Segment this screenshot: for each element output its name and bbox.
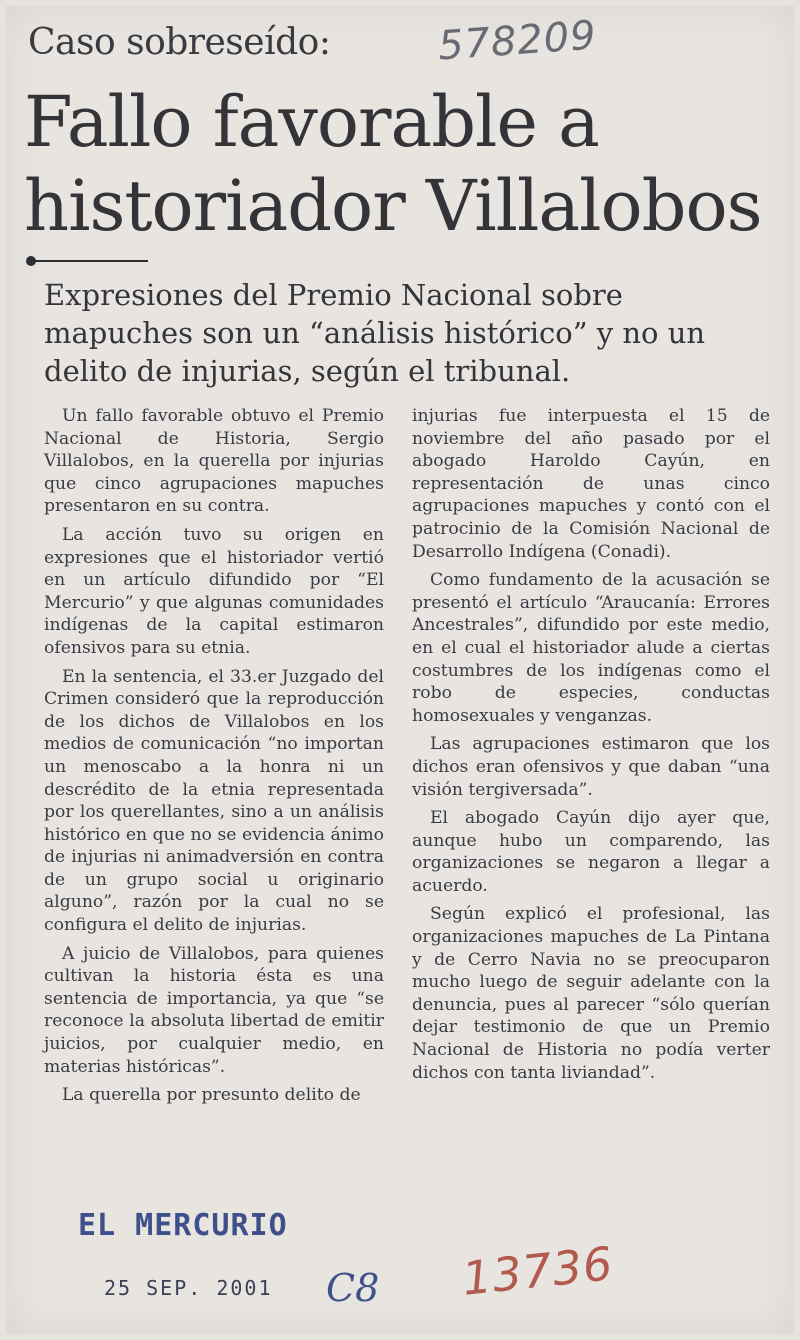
paragraph: injurias fue interpuesta el 15 de noviembre del año pasado por el abogado Haroldo Cayún, en representación de unas cinco agrupaciones mapuches y contó con el patrocinio de la Comisión Nacional de Desarrollo Indígena (Conadi).: [412, 406, 770, 562]
paragraph: El abogado Cayún dijo ayer que, aunque hubo un comparendo, las organizaciones se negaron a llegar a acuerdo.: [412, 808, 770, 896]
paragraph: En la sentencia, el 33.er Juzgado del Crimen consideró que la reproducción de los dichos de Villalobos en los medios de comunicación “no importan un menoscabo a la honra ni un descrédito de la etnia representada por los querellantes, sino a un análisis histórico en que no se evidencia ánimo de injurias ni animadversión en contra de un grupo social u originario alguno”, razón por la cual no se configura el delito de injurias.: [44, 666, 384, 936]
page-stamp: C8: [326, 1266, 380, 1310]
article-column-2: [412, 405, 770, 1090]
headline-rule: [30, 260, 148, 262]
date-stamp: 25 SEP. 2001: [104, 1276, 273, 1300]
article-column-1: [44, 405, 384, 1113]
article-headline: Fallo favorable a historiador Villalobos: [24, 81, 762, 247]
article-kicker: Caso sobreseído:: [28, 22, 331, 63]
handwritten-catalog-number: 578209: [436, 12, 599, 70]
paragraph: A juicio de Villalobos, para quienes cultivan la historia ésta es una sentencia de importancia, ya que “se reconoce la absoluta libertad de emitir juicios, por cualquier medio, en materias históricas”.: [44, 943, 384, 1077]
paragraph: La querella por presunto delito de: [62, 1085, 361, 1106]
paragraph: Como fundamento de la acusación se presentó el artículo “Araucanía: Errores Ancestrales”, difundido por este medio, en el cual el historiador alude a ciertas costumbres de los indígenas como el robo de especies, conductas homosexuales y venganzas.: [412, 570, 770, 726]
paragraph: Un fallo favorable obtuvo el Premio Nacional de Historia, Sergio Villalobos, en la querella por injurias que cinco agrupaciones mapuches presentaron en su contra.: [44, 406, 384, 517]
paragraph: La acción tuvo su origen en expresiones que el historiador vertió en un artículo difundido por “El Mercurio” y que algunas comunidades indígenas de la capital estimaron ofensivos para su etnia.: [44, 524, 384, 658]
paragraph: Según explicó el profesional, las organizaciones mapuches de La Pintana y de Cerro Navia no se preocuparon mucho luego de seguir adelante con la denuncia, pues al parecer “sólo querían dejar testimonio de que un Premio Nacional de Historia no podía verter dichos con tanta liviandad”.: [412, 904, 770, 1083]
handwritten-archive-number: 13736: [459, 1236, 616, 1306]
article-deck: Expresiones del Premio Nacional sobre mapuches son un “análisis histórico” y no un delito de injurias, según el tribunal.: [44, 278, 706, 388]
paragraph: Las agrupaciones estimaron que los dichos eran ofensivos y que daban “una visión tergiversada”.: [412, 734, 770, 800]
source-stamp: EL MERCURIO: [78, 1208, 288, 1243]
